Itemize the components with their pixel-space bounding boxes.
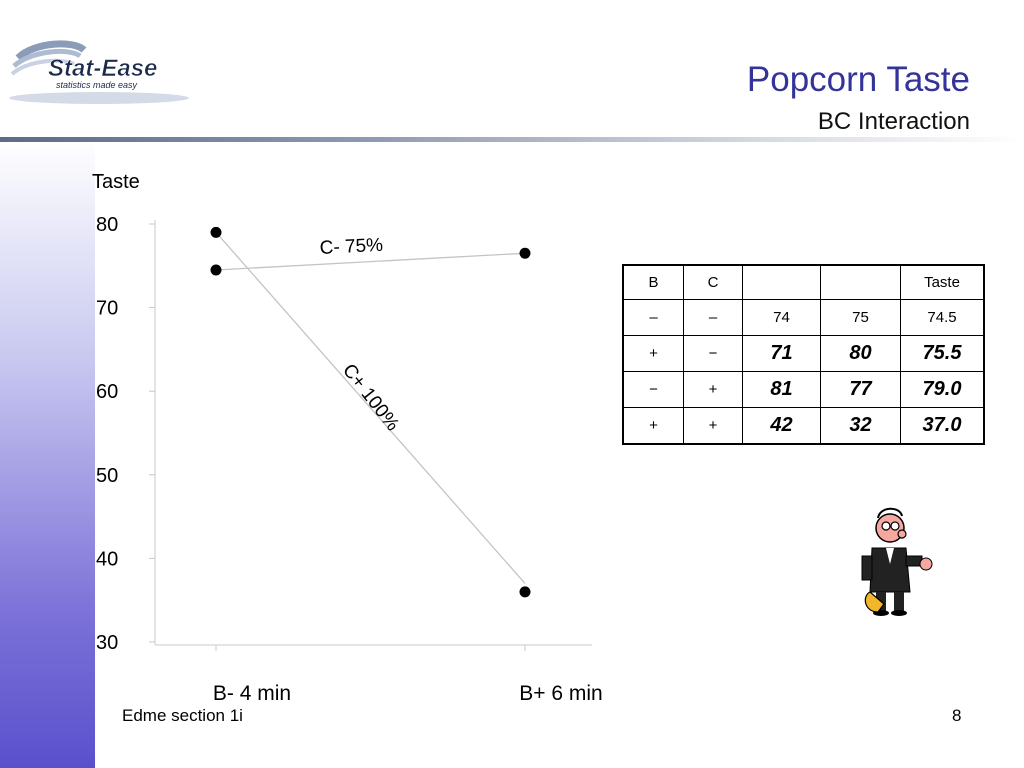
x-tick-label: B- 4 min bbox=[212, 682, 292, 705]
table-row bbox=[623, 372, 984, 408]
y-ticks bbox=[96, 214, 155, 654]
y-tick-label: 60 bbox=[96, 381, 119, 404]
series-label-c-minus: C- 75% bbox=[319, 234, 384, 259]
data-point bbox=[520, 248, 531, 259]
chart-ylabel: Taste bbox=[92, 171, 140, 193]
logo-tagline: statistics made easy bbox=[56, 80, 138, 90]
y-tick-label: 30 bbox=[96, 632, 119, 654]
table-cell: 75.5 bbox=[901, 336, 985, 372]
table-cell: 79.0 bbox=[901, 372, 985, 408]
table-header-row bbox=[623, 265, 984, 300]
table-cell: + bbox=[684, 408, 743, 445]
interaction-chart bbox=[80, 160, 640, 720]
data-table bbox=[622, 264, 985, 445]
table-cell: + bbox=[684, 372, 743, 408]
page-number: 8 bbox=[952, 706, 962, 725]
y-tick-label: 80 bbox=[96, 214, 119, 236]
table-cell: 74.5 bbox=[901, 300, 985, 336]
table-cell: − bbox=[623, 372, 684, 408]
header-rep1 bbox=[743, 265, 821, 300]
logo-reflection-icon bbox=[9, 92, 189, 104]
table-cell: − bbox=[684, 336, 743, 372]
table-cell: 71 bbox=[743, 336, 821, 372]
y-tick-label: 40 bbox=[96, 548, 119, 571]
table-cell: 75 bbox=[821, 300, 901, 336]
data-point bbox=[211, 264, 222, 275]
table-cell: 42 bbox=[743, 408, 821, 445]
x-tick-label: B+ 6 min bbox=[519, 682, 603, 705]
header-rep2 bbox=[821, 265, 901, 300]
table-cell: 80 bbox=[821, 336, 901, 372]
table-cell: + bbox=[623, 336, 684, 372]
table-row bbox=[623, 300, 984, 336]
data-point bbox=[211, 227, 222, 238]
x-ticks bbox=[213, 645, 603, 705]
series-label-c-plus: C+ 100% bbox=[338, 360, 404, 436]
table-cell: + bbox=[623, 408, 684, 445]
y-tick-label: 50 bbox=[96, 464, 119, 487]
table-cell: 32 bbox=[821, 408, 901, 445]
table-cell: – bbox=[623, 300, 684, 336]
header-b: B bbox=[623, 265, 684, 300]
table-cell: 81 bbox=[743, 372, 821, 408]
professor-bell-icon bbox=[856, 500, 938, 626]
table-cell: 74 bbox=[743, 300, 821, 336]
table-cell: – bbox=[684, 300, 743, 336]
header-divider bbox=[0, 137, 1024, 142]
slide-subtitle: BC Interaction bbox=[817, 108, 970, 135]
table-row bbox=[623, 336, 984, 372]
footer-text: Edme section 1i bbox=[122, 706, 243, 725]
data-point bbox=[520, 586, 531, 597]
table-row bbox=[623, 408, 984, 445]
stat-ease-logo bbox=[4, 36, 194, 108]
header-taste: Taste bbox=[901, 265, 985, 300]
table-cell: 77 bbox=[821, 372, 901, 408]
slide-title: Popcorn Taste bbox=[746, 60, 970, 99]
logo-wordmark: Stat-Ease bbox=[48, 55, 158, 82]
y-tick-label: 70 bbox=[96, 297, 119, 320]
header-c: C bbox=[684, 265, 743, 300]
table-cell: 37.0 bbox=[901, 408, 985, 445]
